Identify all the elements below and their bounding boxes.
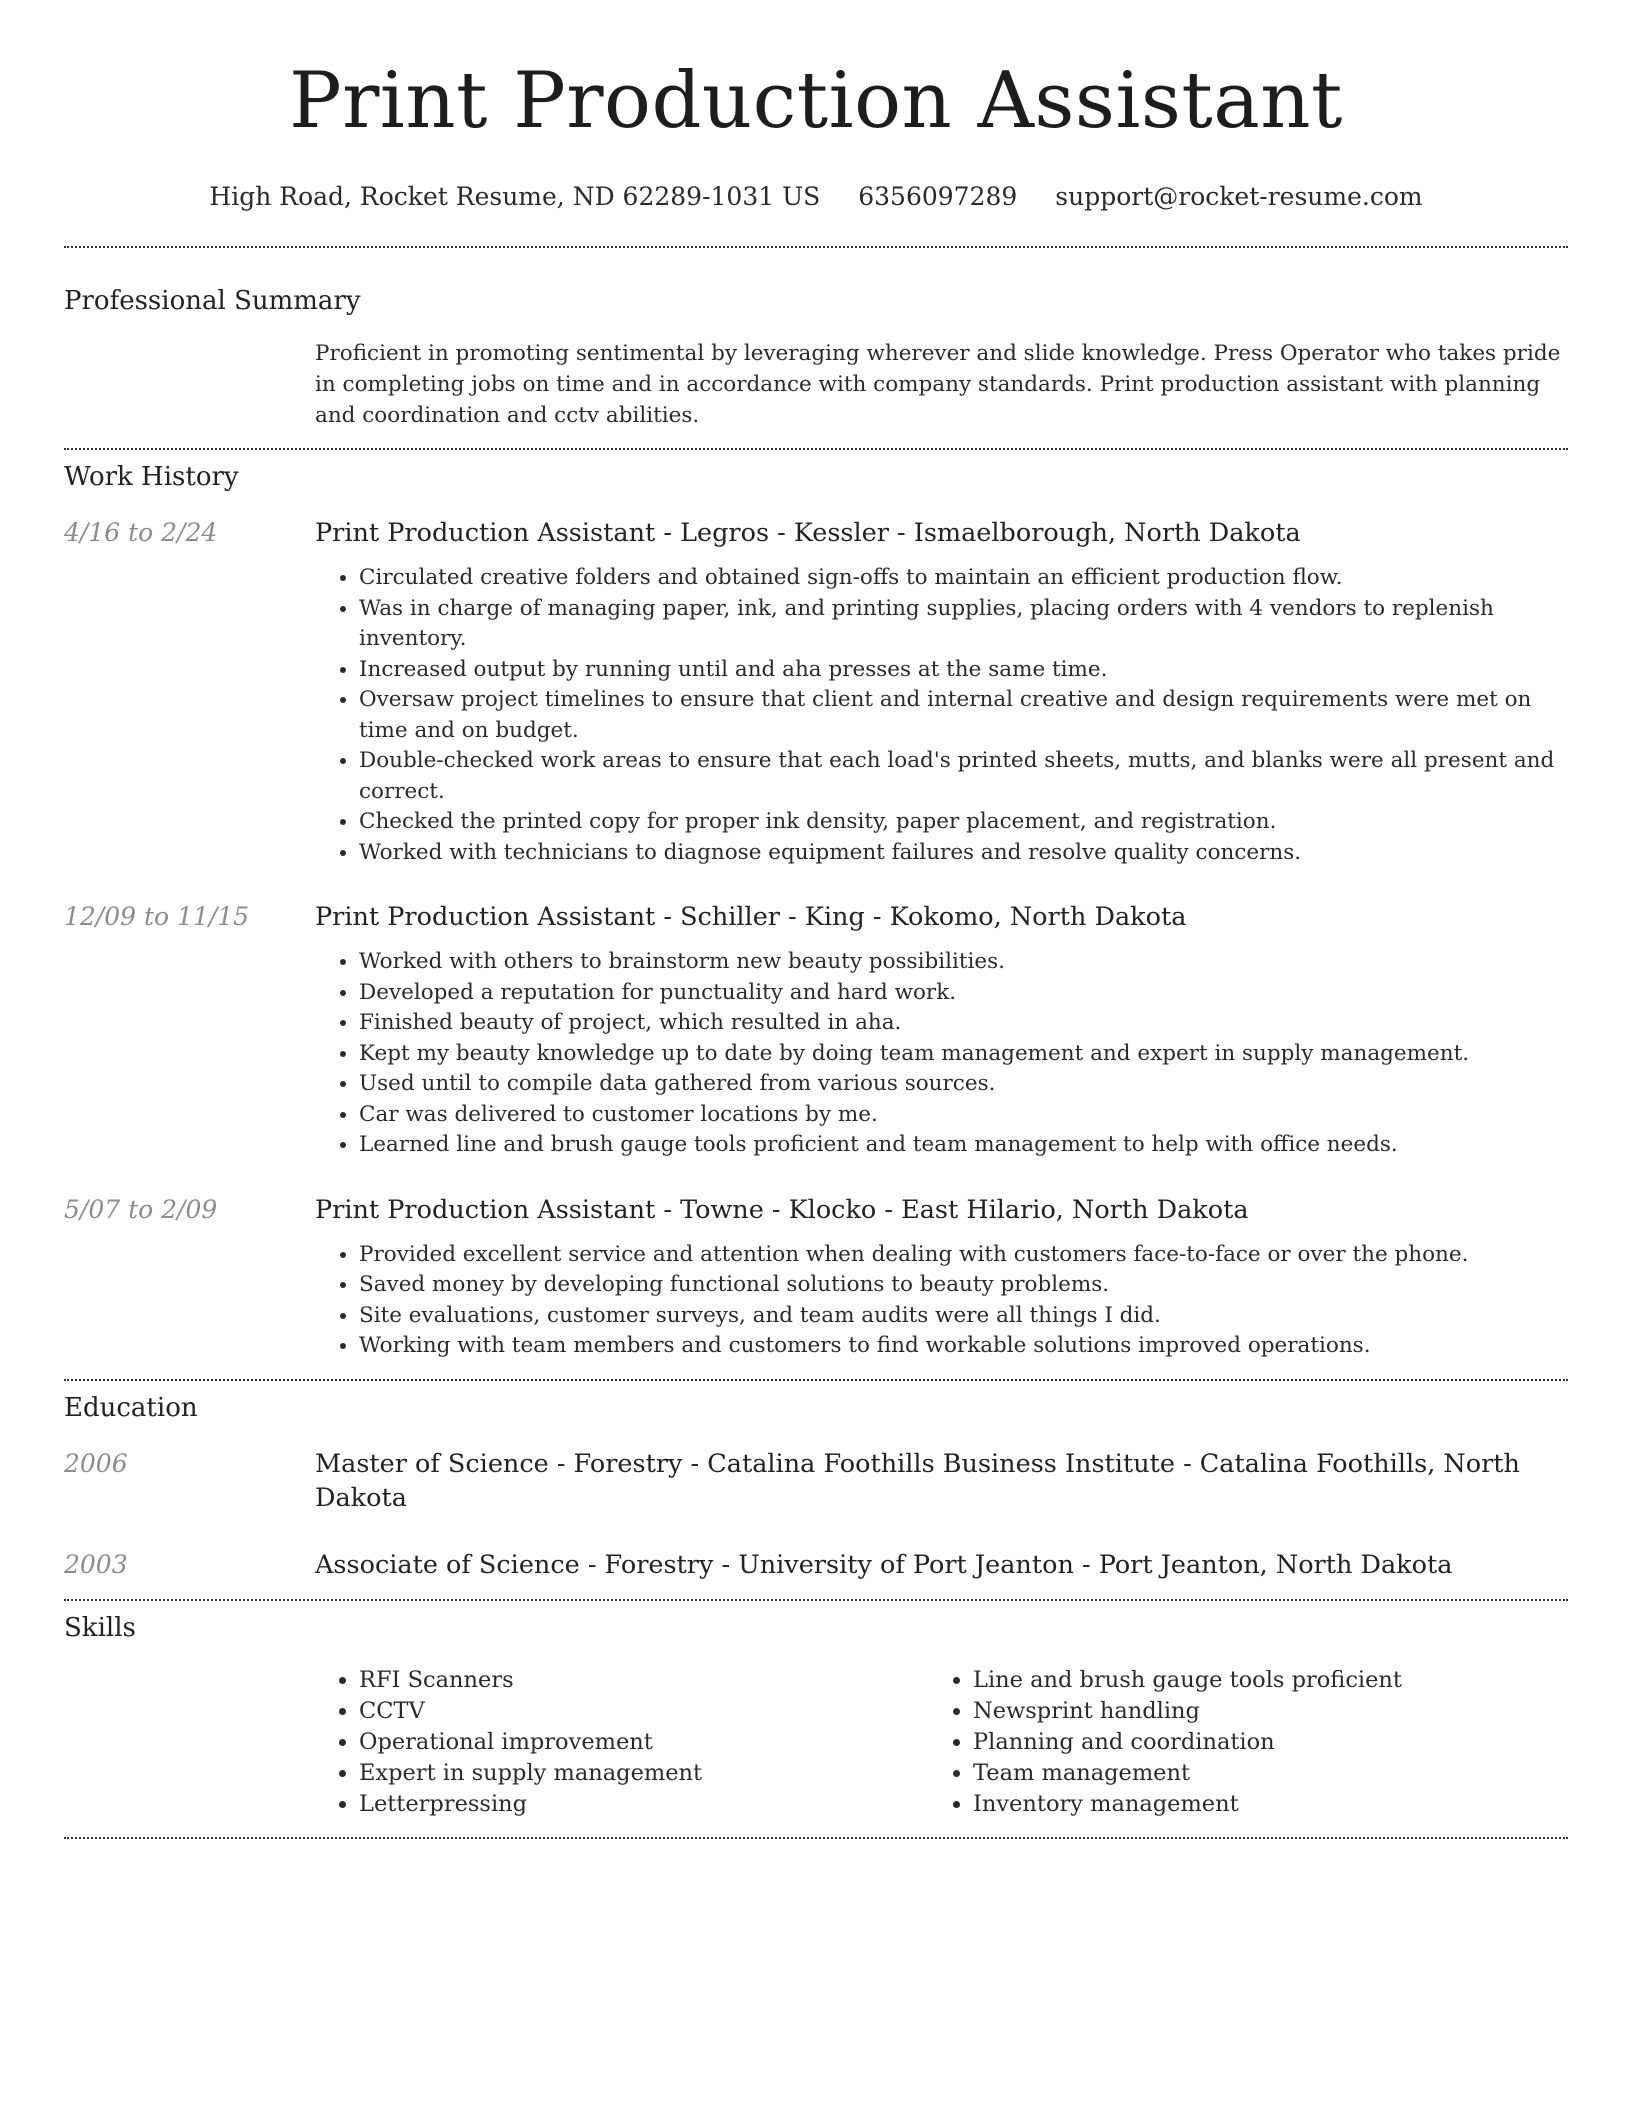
education-degree: Master of Science - Forestry - Catalina Foothills Business Institute - Catalina Foothills, North Dakota — [315, 1448, 1520, 1513]
job-bullets — [315, 1240, 1568, 1362]
list-item: • Saved money by developing functional solutions to beauty problems. — [359, 1270, 1568, 1301]
education-year: 2003 — [64, 1549, 128, 1579]
job-title: Print Production Assistant - Towne - Klocko - East Hilario, North Dakota — [315, 1194, 1249, 1225]
job-bullets — [315, 947, 1568, 1161]
list-item: • Used until to compile data gathered from various sources. — [359, 1069, 1568, 1100]
contact-email: support@rocket-resume.com — [1055, 182, 1423, 211]
skill-item: • Team management — [973, 1758, 1543, 1789]
section-title-education: Education — [64, 1392, 198, 1423]
job-title: Print Production Assistant - Schiller - King - Kokomo, North Dakota — [315, 902, 1187, 932]
skill-item: • CCTV — [359, 1696, 929, 1727]
summary-section — [64, 284, 1568, 431]
education-section — [64, 1391, 1568, 1582]
job-dates: 12/09 to 11/15 — [64, 902, 250, 931]
list-item: • Developed a reputation for punctuality and hard work. — [359, 978, 1568, 1009]
education-entry — [64, 1447, 1568, 1515]
skill-item: • RFI Scanners — [359, 1665, 929, 1696]
skills-section — [64, 1611, 1568, 1820]
list-item: • Double-checked work areas to ensure that each load's printed sheets, mutts, and blanks were all present and correct. — [359, 746, 1568, 807]
list-item: • Oversaw project timelines to ensure that client and internal creative and design requirements were met on time and on budget. — [359, 685, 1568, 746]
divider — [64, 246, 1568, 248]
skill-item: • Operational improvement — [359, 1727, 929, 1758]
job-title: Print Production Assistant - Legros - Kessler - Ismaelborough, North Dakota — [315, 518, 1301, 548]
skill-item: • Newsprint handling — [973, 1696, 1543, 1727]
job-dates: 4/16 to 2/24 — [64, 518, 218, 547]
job-bullets — [315, 563, 1568, 868]
list-item: • Increased output by running until and aha presses at the same time. — [359, 655, 1568, 686]
skill-item: • Letterpressing — [359, 1789, 929, 1820]
list-item: • Provided excellent service and attention when dealing with customers face-to-face or over the phone. — [359, 1240, 1568, 1271]
job-entry — [64, 900, 1568, 1161]
list-item: • Was in charge of managing paper, ink, and printing supplies, placing orders with 4 vendors to replenish inventory. — [359, 594, 1568, 655]
summary-text: Proficient in promoting sentimental by leveraging wherever and slide knowledge. Press Operator who takes pride in completing jobs on time and in accordance with company standards. Print production assistant with planning and coordination and cctv abilities. — [315, 341, 1561, 428]
skills-list — [315, 1665, 1568, 1820]
contact-address: High Road, Rocket Resume, ND 62289-1031 US — [209, 182, 821, 211]
education-degree: Associate of Science - Forestry - University of Port Jeanton - Port Jeanton, North Dakota — [315, 1549, 1453, 1580]
list-item: • Worked with others to brainstorm new beauty possibilities. — [359, 947, 1568, 978]
list-item: • Working with team members and customers to find workable solutions improved operations. — [359, 1331, 1568, 1362]
resume-name: Print Production Assistant — [289, 56, 1343, 146]
work-history-section — [64, 460, 1568, 1362]
divider — [64, 1837, 1568, 1839]
education-year: 2006 — [64, 1448, 128, 1478]
list-item: • Car was delivered to customer locations by me. — [359, 1100, 1568, 1131]
divider — [64, 448, 1568, 450]
skill-item: • Inventory management — [973, 1789, 1543, 1820]
job-entry — [64, 516, 1568, 868]
contact-line — [64, 180, 1568, 214]
skills-column-left — [315, 1665, 929, 1820]
section-title-work-history: Work History — [64, 462, 239, 492]
section-title-skills: Skills — [64, 1612, 136, 1643]
section-title-summary: Professional Summary — [64, 286, 361, 316]
divider — [64, 1379, 1568, 1381]
list-item: • Worked with technicians to diagnose equipment failures and resolve quality concerns. — [359, 838, 1568, 869]
skill-item: • Line and brush gauge tools proficient — [973, 1665, 1543, 1696]
list-item: • Circulated creative folders and obtained sign-offs to maintain an efficient production flow. — [359, 563, 1568, 594]
divider — [64, 1599, 1568, 1601]
job-entry — [64, 1193, 1568, 1362]
skill-item: • Expert in supply management — [359, 1758, 929, 1789]
list-item: • Finished beauty of project, which resulted in aha. — [359, 1008, 1568, 1039]
list-item: • Kept my beauty knowledge up to date by doing team management and expert in supply management. — [359, 1039, 1568, 1070]
job-dates: 5/07 to 2/09 — [64, 1194, 218, 1224]
skill-item: • Planning and coordination — [973, 1727, 1543, 1758]
list-item: • Learned line and brush gauge tools proficient and team management to help with office needs. — [359, 1130, 1568, 1161]
skills-column-right — [929, 1665, 1543, 1820]
contact-phone: 6356097289 — [858, 182, 1018, 211]
list-item: • Site evaluations, customer surveys, and team audits were all things I did. — [359, 1301, 1568, 1332]
education-entry — [64, 1548, 1568, 1582]
list-item: • Checked the printed copy for proper ink density, paper placement, and registration. — [359, 807, 1568, 838]
